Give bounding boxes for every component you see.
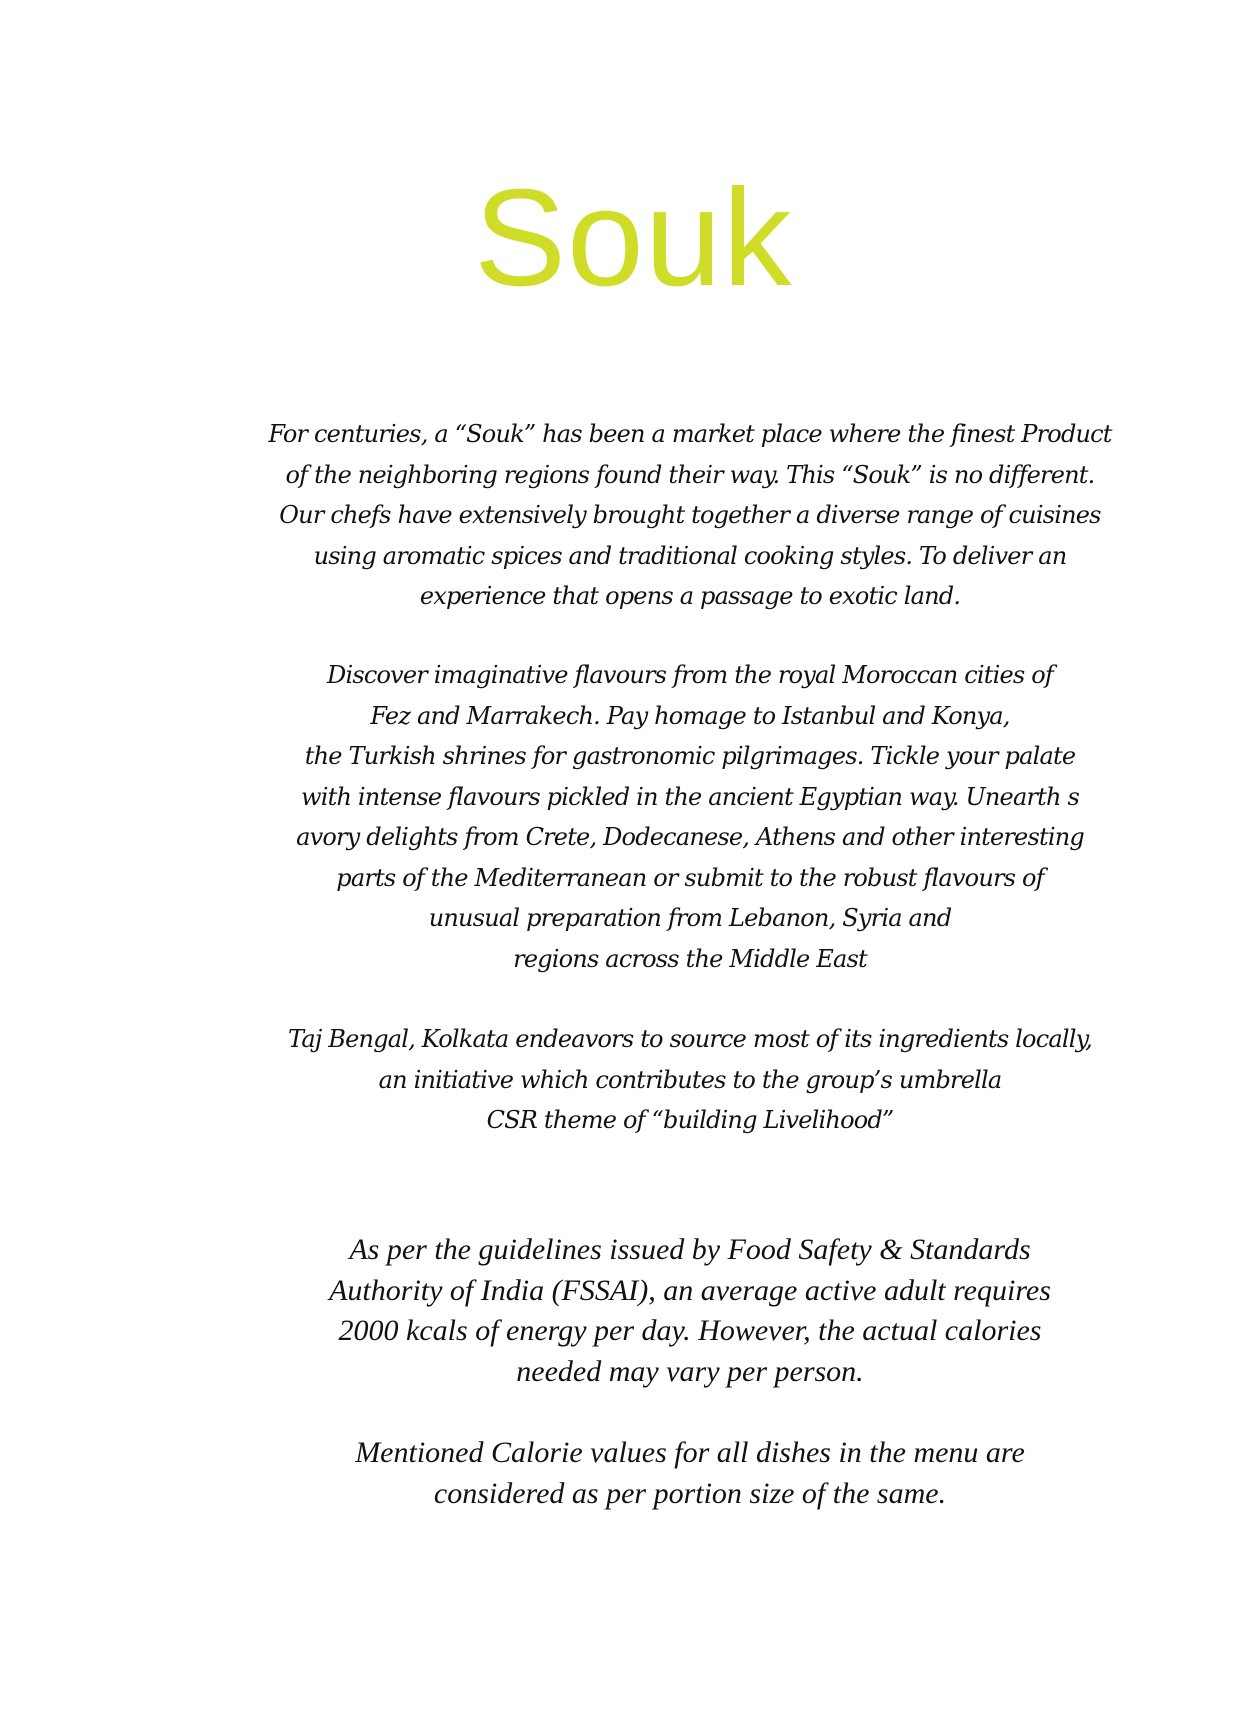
notice-line: As per the guidelines issued by Food Safety & Standards [349, 1233, 1031, 1266]
notice-line: considered as per portion size of the same. [433, 1476, 947, 1510]
paragraph-line: Fez and Marrakech. Pay homage to Istanbul and Konya, [370, 701, 1010, 730]
calorie-notice [240, 1230, 1140, 1392]
paragraph-line: an initiative which contributes to the group’s umbrella [378, 1065, 1002, 1094]
paragraph-line: regions across the Middle East [513, 944, 867, 973]
paragraph-line: unusual preparation from Lebanon, Syria and [428, 904, 952, 932]
paragraph-line: parts of the Mediterranean or submit to the robust flavours of [336, 863, 1044, 892]
paragraph-line: of the neighboring regions found their way. This “Souk” is no different. [285, 460, 1095, 489]
paragraph-line: with intense flavours pickled in the ancient Egyptian way. Unearth s [300, 782, 1079, 811]
intro-paragraph-3 [240, 1019, 1140, 1141]
notice-line: 2000 kcals of energy per day. However, the actual calories [338, 1314, 1042, 1347]
notice-line: Mentioned Calorie values for all dishes in the menu are [355, 1436, 1025, 1469]
paragraph-line: experience that opens a passage to exotic land. [419, 582, 961, 610]
page-title: Souk [474, 161, 793, 315]
paragraph-line: Our chefs have extensively brought together a diverse range of cuisines [279, 501, 1101, 529]
intro-paragraph-1 [240, 414, 1140, 617]
notice-line: Authority of India (FSSAI), an average active adult requires [329, 1273, 1051, 1307]
paragraph-line: using aromatic spices and traditional cooking styles. To deliver an [313, 541, 1067, 570]
paragraph-line: the Turkish shrines for gastronomic pilgrimages. Tickle your palate [304, 742, 1076, 770]
paragraph-line: avory delights from Crete, Dodecanese, Athens and other interesting [296, 823, 1084, 851]
paragraph-line: Taj Bengal, Kolkata endeavors to source most of its ingredients locally, [287, 1025, 1093, 1053]
paragraph-line: Discover imaginative flavours from the royal Moroccan cities of [327, 661, 1053, 689]
intro-paragraph-2 [240, 655, 1140, 979]
paragraph-line: For centuries, a “Souk” has been a market place where the finest Product [268, 420, 1112, 448]
paragraph-line: CSR theme of “building Livelihood” [486, 1106, 894, 1134]
notice-line: needed may vary per person. [516, 1354, 864, 1388]
portion-notice [240, 1433, 1140, 1514]
